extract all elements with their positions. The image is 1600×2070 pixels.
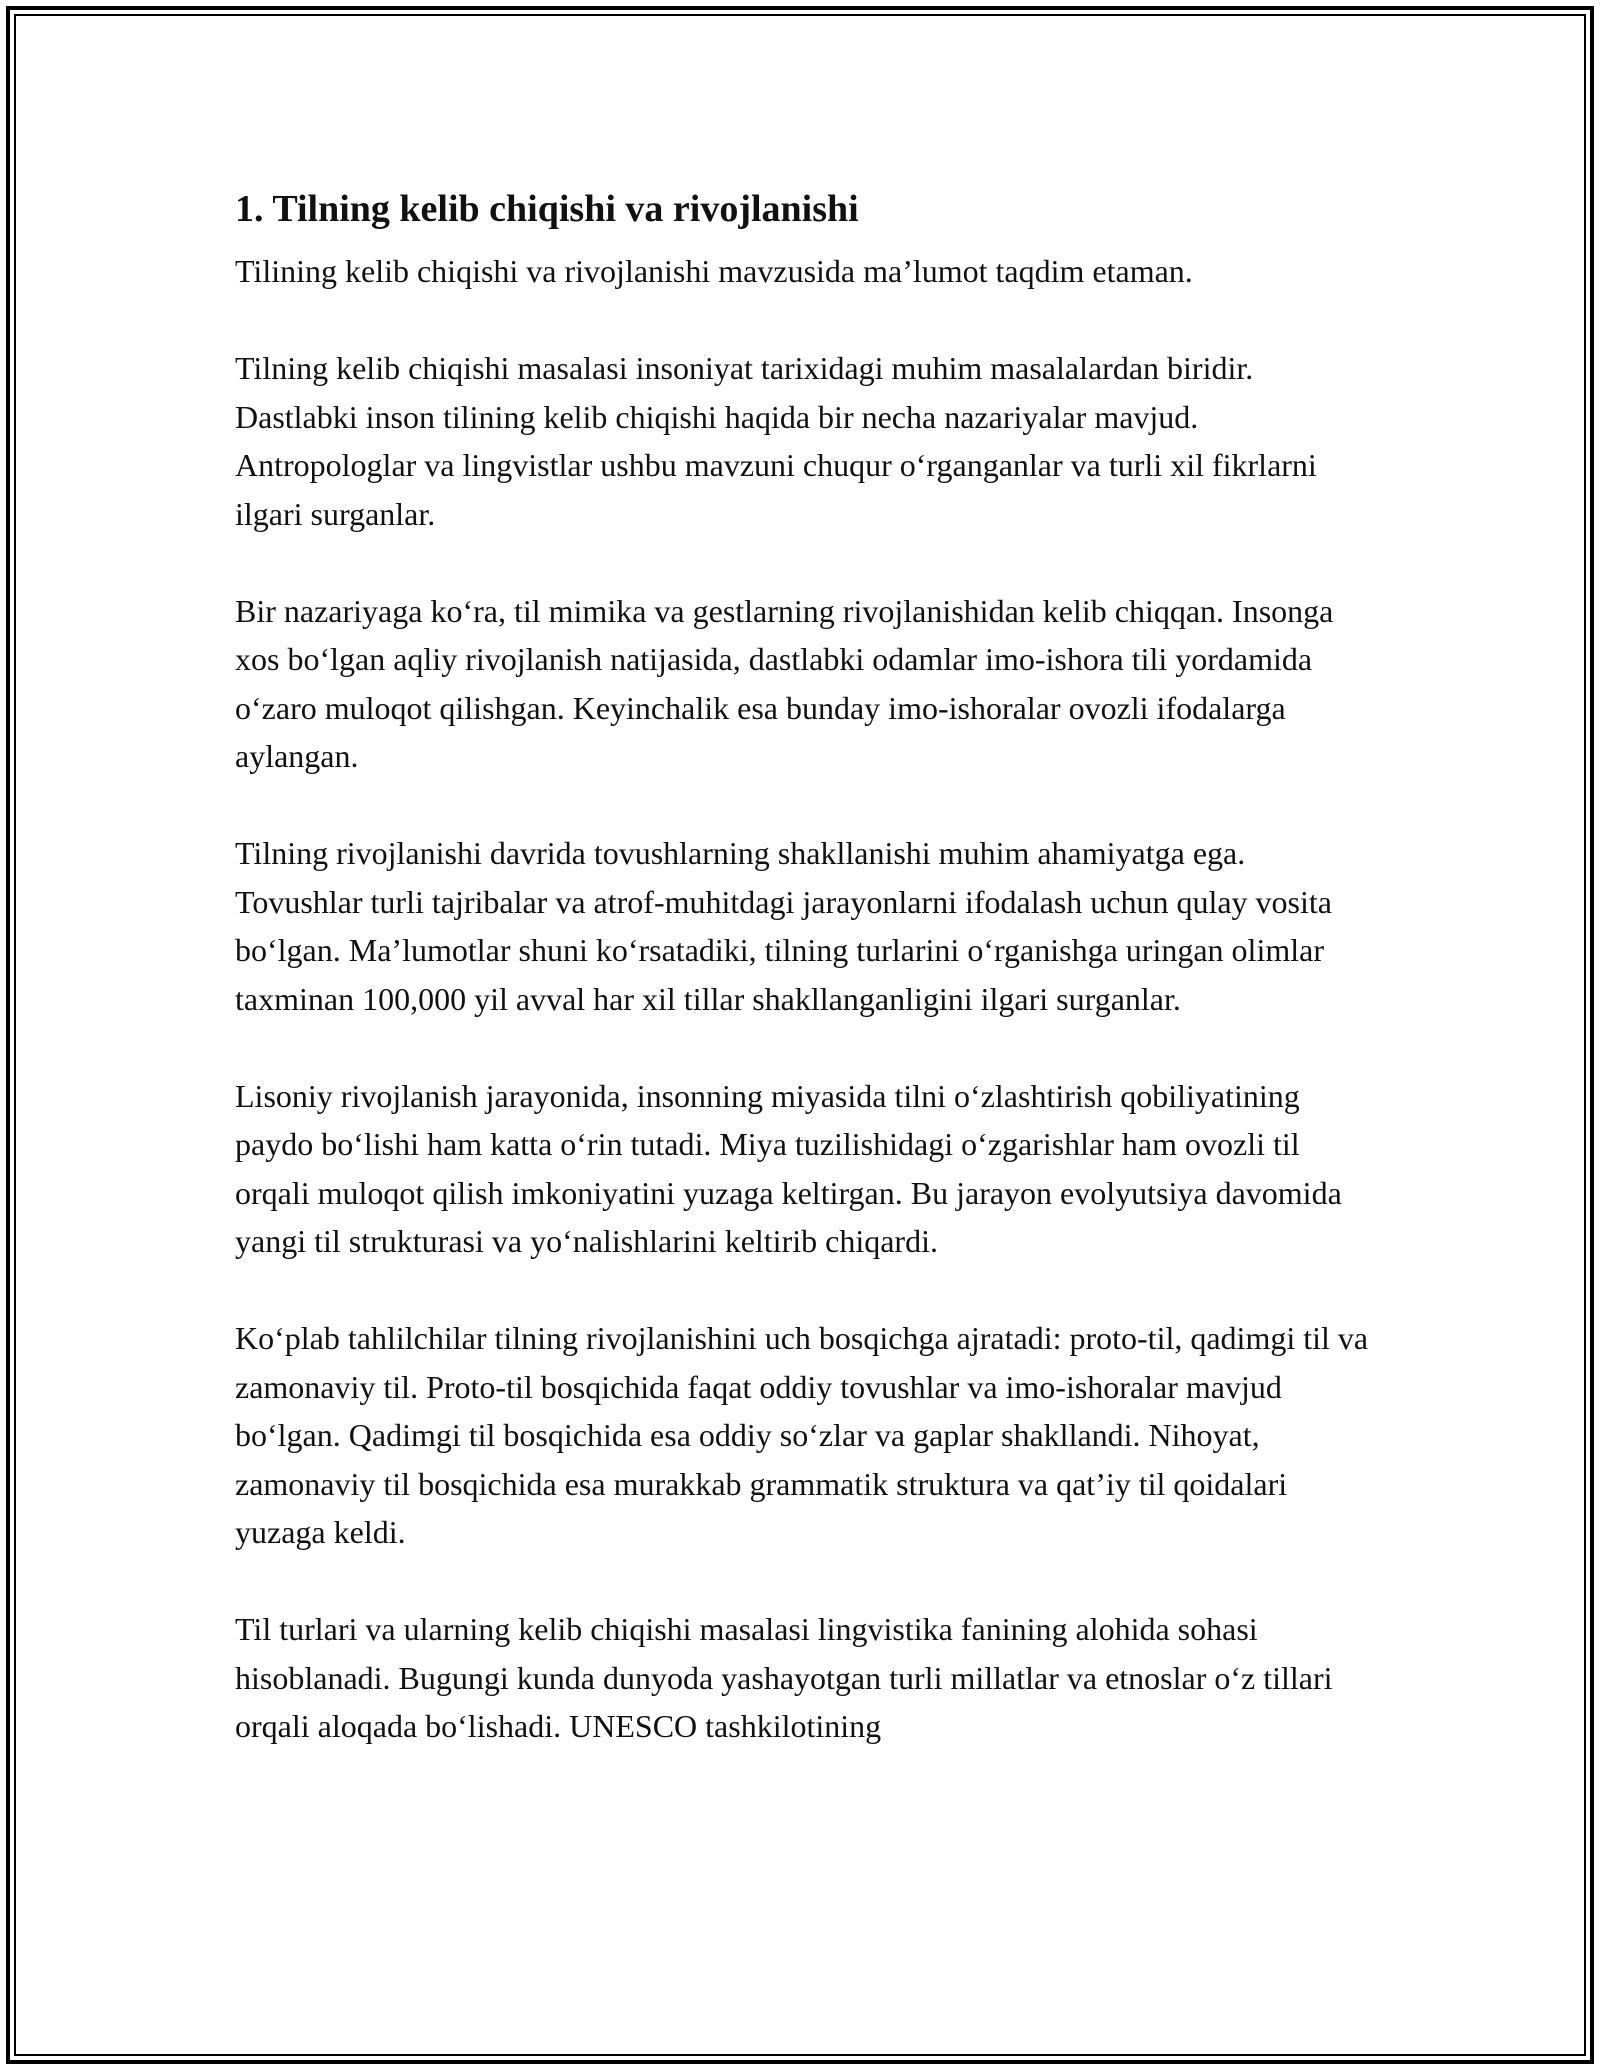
- paragraph-brain-development: Lisoniy rivojlanish jarayonida, insonning miyasida tilni o‘zlashtirish qobiliyatining paydo bo‘lishi ham katta o‘rin tutadi. Miya tuzilishidagi o‘zgarishlar ham ovozli til orqali muloqot qilish imkoniyatini yuzaga keltirgan. Bu jarayon evolyutsiya davomida yangi til strukturasi va yo‘nalishlarini keltirib chiqardi.: [235, 1077, 1342, 1259]
- paragraph-intro: Tilining kelib chiqishi va rivojlanishi mavzusida ma’lumot taqdim etaman.: [235, 253, 1193, 289]
- paragraph-gesture-theory: Bir nazariyaga ko‘ra, til mimika va gestlarning rivojlanishidan kelib chiqqan. Insonga xos bo‘lgan aqliy rivojlanish natijasida, dastlabki odamlar imo-ishora tili yordamida o‘zaro muloqot qilishgan. Keyinchalik esa bunday imo-ishoralar ovozli ifodalarga aylangan.: [235, 592, 1334, 774]
- paragraph-language-types: Til turlari va ularning kelib chiqishi masalasi lingvistika fanining alohida sohasi hisoblanadi. Bugungi kunda dunyoda yashayotgan turli millatlar va etnoslar o‘z tillari orqali aloqada bo‘lishadi. UNESCO tashkilotining: [235, 1611, 1333, 1744]
- paragraph-sound-formation: Tilning rivojlanishi davrida tovushlarning shakllanishi muhim ahamiyatga ega. Tovushlar turli tajribalar va atrof-muhitdagi jarayonlarni ifodalash uchun qulay vosita bo‘lgan. Ma’lumotlar shuni ko‘rsatadiki, tilning turlarini o‘rganishga uringan olimlar taxminan 100,000 yil avval har xil tillar shakllanganligini ilgari surganlar.: [235, 835, 1332, 1017]
- paragraph-three-stages: Ko‘plab tahlilchilar tilning rivojlanishini uch bosqichga ajratadi: proto-til, qadimgi til va zamonaviy til. Proto-til bosqichida faqat oddiy tovushlar va imo-ishoralar mavjud bo‘lgan. Qadimgi til bosqichida esa oddiy so‘zlar va gaplar shakllandi. Nihoyat, zamonaviy til bosqichida esa murakkab grammatik struktura va qat’iy til qoidalari yuzaga keldi.: [235, 1320, 1369, 1550]
- section-heading: 1. Tilning kelib chiqishi va rivojlanishi: [235, 188, 859, 230]
- paragraph-origin-question: Tilning kelib chiqishi masalasi insoniyat tarixidagi muhim masalalardan biridir. Dastlabki inson tilining kelib chiqishi haqida bir necha nazariyalar mavjud. Antropologlar va lingvistlar ushbu mavzuni chuqur o‘rganganlar va turli xil fikrlarni ilgari surganlar.: [235, 350, 1317, 532]
- document-body: [235, 185, 1385, 1799]
